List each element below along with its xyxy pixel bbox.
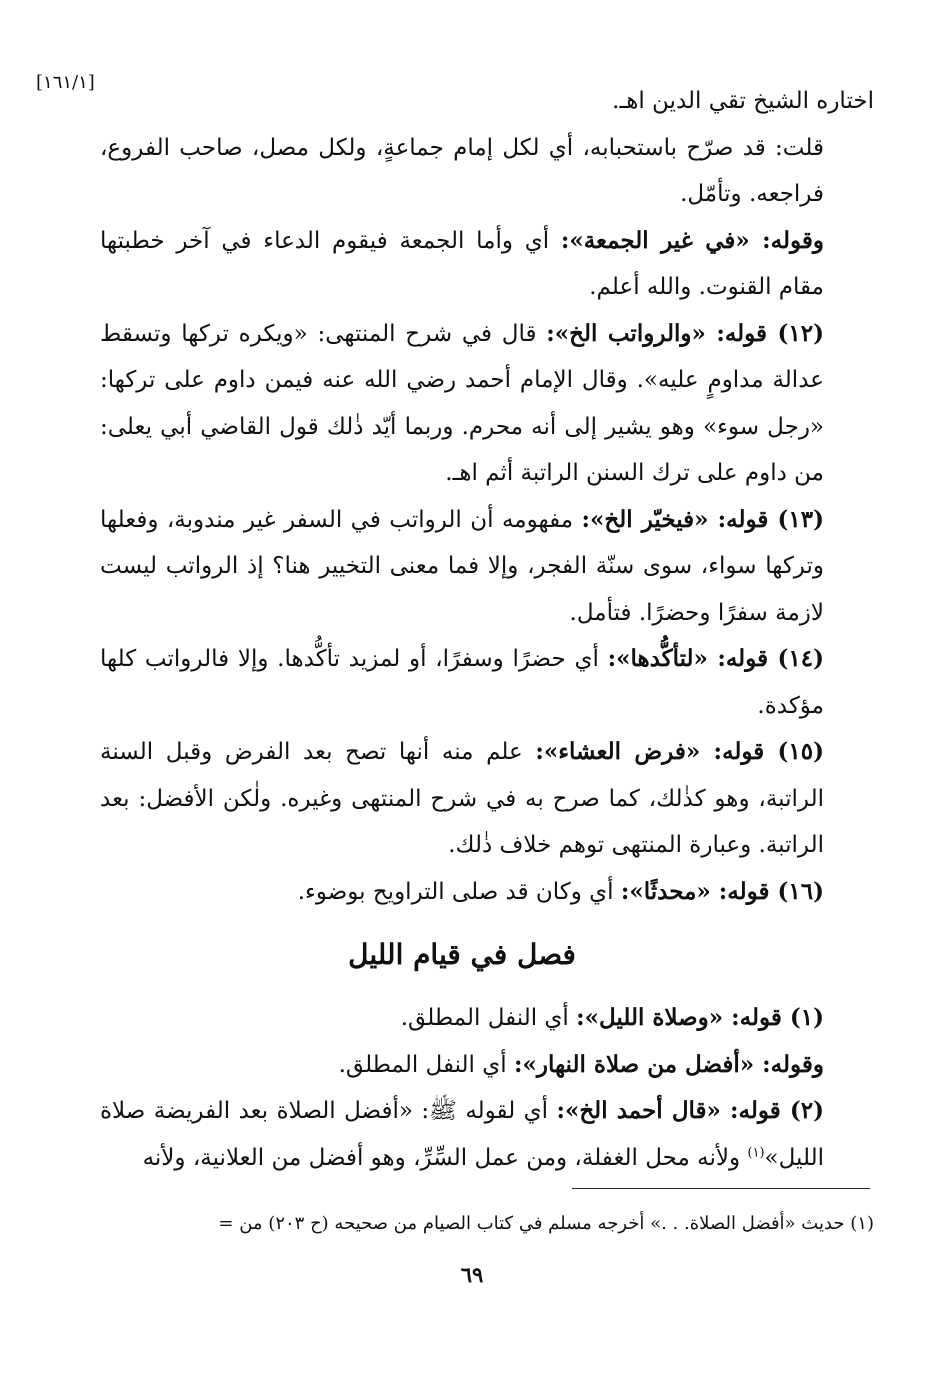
section-paragraph-3 bbox=[100, 1088, 874, 1181]
paragraph-text: أي لقوله ﷺ: «أفضل الصلاة بعد الفريضة صلاة الليل» bbox=[100, 1098, 824, 1171]
paragraph-lead: وقوله: «أفضل من صلاة النهار»: bbox=[513, 1050, 824, 1078]
section-heading: فصل في قيام الليل bbox=[348, 938, 576, 971]
paragraph-text: قلت: قد صرّح باستحبابه، أي لكل إمام جماعةٍ، ولكل مصل، صاحب الفروع، فراجعه. وتأمّل. bbox=[100, 134, 824, 207]
paragraph-6 bbox=[100, 636, 874, 729]
paragraph-7 bbox=[100, 729, 874, 869]
paragraph-4 bbox=[100, 311, 874, 497]
paragraph-lead: (١٥) قوله: «فرض العشاء»: bbox=[535, 738, 824, 765]
paragraph-text: اختاره الشيخ تقي الدين اهـ. bbox=[612, 88, 874, 114]
paragraph-text-continued: ولأنه محل الغفلة، ومن عمل السِّرِّ، وهو أفضل من العلانية، ولأنه bbox=[142, 1144, 748, 1171]
paragraph-text: أي النفل المطلق. bbox=[400, 1005, 577, 1031]
paragraph-text: أي وأما الجمعة فيقوم الدعاء في آخر خطبتها مقام القنوت. والله أعلم. bbox=[100, 227, 824, 300]
paragraph-text: مفهومه أن الرواتب في السفر غير مندوبة، وفعلها وتركها سواء، سوى سنّة الفجر، وإلا فما معنى التخيير هنا؟ إذ الرواتب ليست لازمة سفرًا وحضرًا. فتأمل. bbox=[100, 506, 824, 626]
paragraph-lead: وقوله: «في غير الجمعة»: bbox=[560, 226, 824, 254]
footnote: (١) حديث «أفضل الصلاة. . .» أخرجه مسلم في كتاب الصيام من صحيحه (ح ٢٠٣) من = bbox=[218, 1213, 874, 1234]
paragraph-lead: (١٢) قوله: «والرواتب الخ»: bbox=[546, 319, 824, 347]
paragraph-3 bbox=[100, 218, 874, 311]
footnote-divider bbox=[572, 1188, 870, 1189]
paragraph-text: أي وكان قد صلى التراويح بوضوء. bbox=[297, 878, 621, 905]
paragraph-text: علم منه أنها تصح بعد الفرض وقبل السنة الراتبة، وهو كذٰلك، كما صرح به في شرح المنتهى وغيره. ولٰكن الأفضل: بعد الراتبة. وعبارة المنتهى توهم خلاف ذٰلك. bbox=[100, 739, 824, 858]
section-paragraph-1 bbox=[100, 995, 874, 1042]
paragraph-8 bbox=[100, 869, 874, 916]
page-reference: [١٦١/١] bbox=[36, 72, 95, 93]
paragraph-5 bbox=[100, 497, 874, 637]
paragraph-text: أي حضرًا وسفرًا، أو لمزيد تأكُّدها. وإلا فالرواتب كلها مؤكدة. bbox=[100, 646, 824, 719]
paragraph-1 bbox=[100, 78, 874, 125]
paragraph-text: قال في شرح المنتهى: «ويكره تركها وتسقط عدالة مداومٍ عليه». وقال الإمام أحمد رضي الله عنه فيمن داوم على تركها: «رجل سوء» وهو يشير إلى أنه محرم. وربما أيّد ذٰلك قول القاضي أبي يعلى: من داوم على ترك السنن الراتبة أثم اهـ. bbox=[100, 320, 824, 486]
paragraph-text: أي النفل المطلق. bbox=[338, 1051, 514, 1078]
main-text bbox=[100, 78, 874, 1181]
paragraph-lead: (١) قوله: «وصلاة الليل»: bbox=[576, 1004, 824, 1031]
paragraph-lead: (١٤) قوله: «لتأكُّدها»: bbox=[607, 645, 824, 672]
paragraph-2 bbox=[100, 125, 874, 218]
footnote-reference[interactable]: (١) bbox=[747, 1144, 765, 1160]
paragraph-lead: (٢) قوله: «قال أحمد الخ»: bbox=[556, 1097, 824, 1124]
paragraph-lead: (١٣) قوله: «فيخيّر الخ»: bbox=[581, 505, 824, 533]
section-paragraph-2 bbox=[100, 1042, 874, 1089]
page-number: ٦٩ bbox=[460, 1262, 484, 1287]
paragraph-lead: (١٦) قوله: «محدثًا»: bbox=[620, 877, 824, 905]
